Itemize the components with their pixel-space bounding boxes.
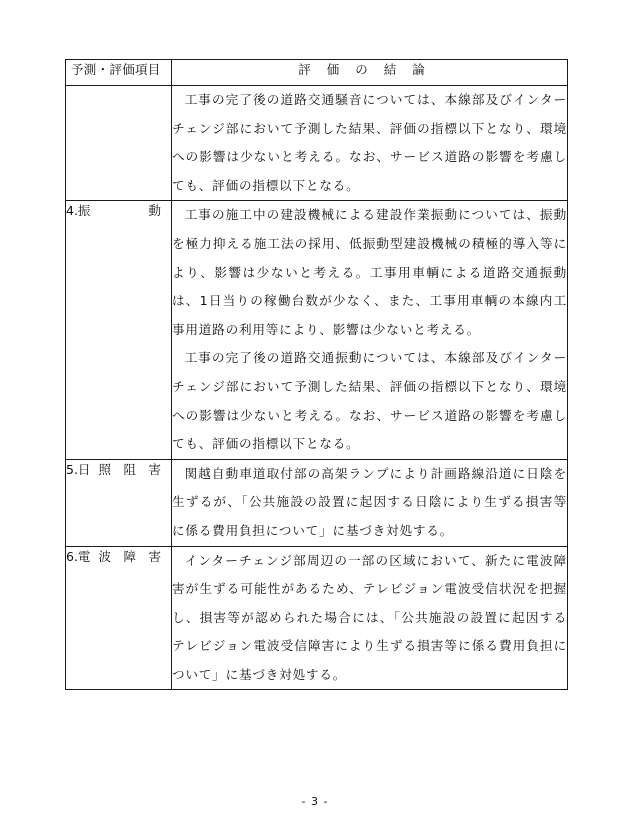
page-number: - 3 - xyxy=(301,795,329,808)
conclusion-paragraph: 工事の施工中の建設機械による建設作業振動については、振動を極力抑える施工法の採用、低振動型建設機械の積極的導入等により、影響は少ないと考える。工事用車輌による道路交通振動は、1日当りの稼働台数が少なく、また、工事用車輌の本線内工事用道路の利用等により、影響は少ないと考える。 xyxy=(172,207,567,337)
table-header-row xyxy=(66,60,568,86)
conclusion-cell xyxy=(172,201,568,459)
conclusion-paragraph: インターチェンジ部周辺の一部の区域において、新たに電波障害が生ずる可能性があるため、テレビジョン電波受信状況を把握し、損害等が認められた場合には、「公共施設の設置に起因するテレビジョン電波受信障害により生ずる損害等に係る費用負担について」に基づき対処する。 xyxy=(172,552,567,682)
conclusion-paragraph: 工事の完了後の道路交通振動については、本線部及びインターチェンジ部において予測した結果、評価の指標以下となり、環境への影響は少ないと考える。なお、サービス道路の影響を考慮しても、評価の指標以下となる。 xyxy=(172,350,567,452)
item-name: 照 阻 害 xyxy=(98,461,161,477)
item-name: 波 障 害 xyxy=(98,548,161,564)
item-name: 動 xyxy=(148,203,161,219)
header-conclusion-column: 評価の結論 xyxy=(172,60,568,86)
assessment-table xyxy=(65,59,568,690)
item-number: 4.振 xyxy=(66,203,91,219)
table-row-sunlight xyxy=(66,459,568,546)
conclusion-paragraph: 関越自動車道取付部の高架ランプにより計画路線沿道に日陰を生ずるが、「公共施設の設置に起因する日陰により生ずる損害等に係る費用負担について」に基づき対処する。 xyxy=(172,465,567,538)
item-number: 5.日 xyxy=(66,461,91,477)
item-cell xyxy=(66,459,172,546)
table-row-vibration xyxy=(66,201,568,459)
table-row-radio xyxy=(66,546,568,690)
item-cell xyxy=(66,546,172,690)
item-cell xyxy=(66,86,172,201)
conclusion-cell xyxy=(172,86,568,201)
item-cell xyxy=(66,201,172,459)
item-number: 6.電 xyxy=(66,548,91,564)
conclusion-paragraph: 工事の完了後の道路交通騒音については、本線部及びインターチェンジ部において予測した結果、評価の指標以下となり、環境への影響は少ないと考える。なお、サービス道路の影響を考慮しても、評価の指標以下となる。 xyxy=(172,92,567,193)
table-row-noise xyxy=(66,86,568,201)
conclusion-cell xyxy=(172,546,568,690)
conclusion-cell xyxy=(172,459,568,546)
header-item-column: 予測・評価項目 xyxy=(66,60,172,86)
